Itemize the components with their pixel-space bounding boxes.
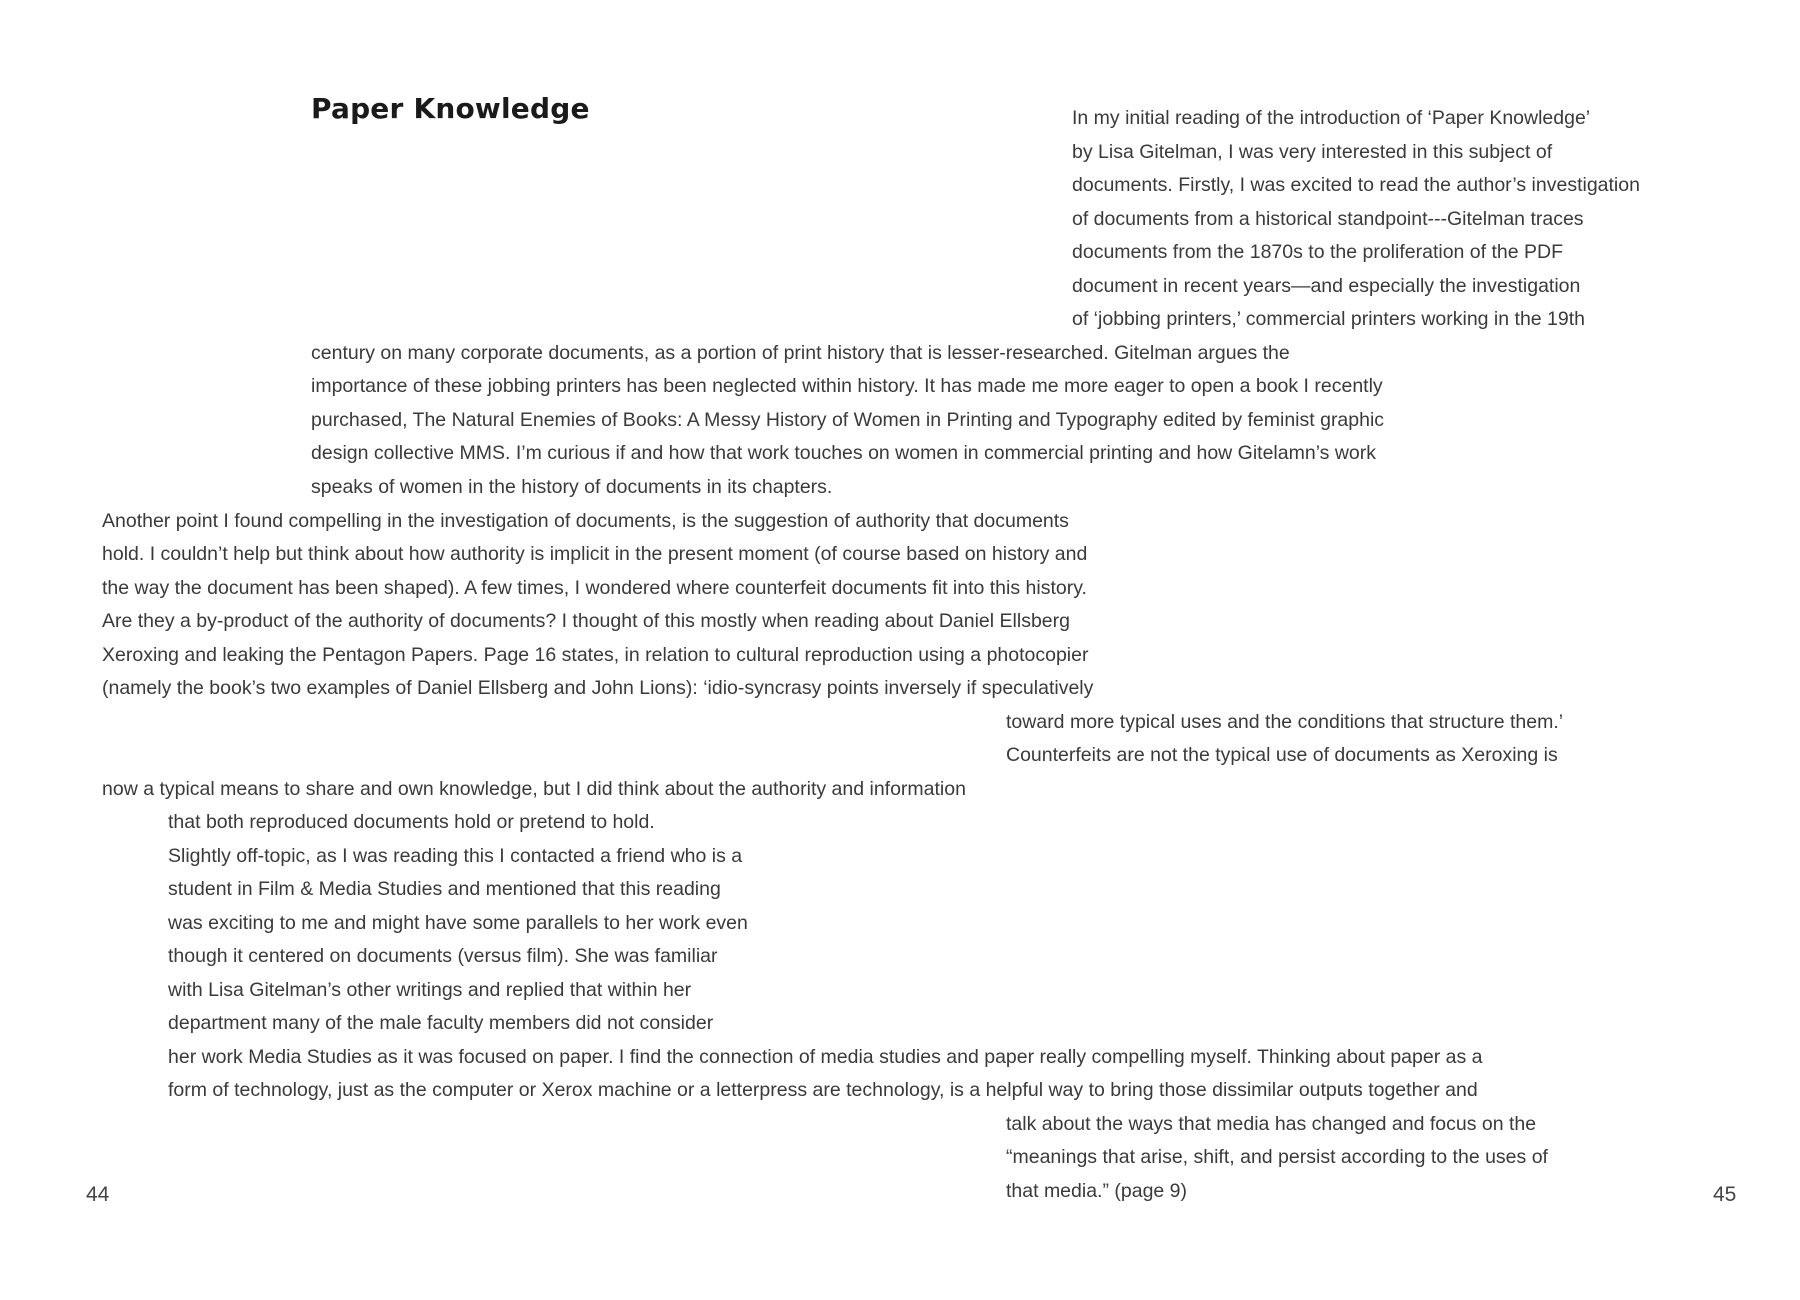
text-line: with Lisa Gitelman’s other writings and replied that within her: [168, 979, 692, 1001]
text-line: the way the document has been shaped). A few times, I wondered where counterfeit documents fit into this history.: [102, 577, 1087, 599]
page-number-right: 45: [1713, 1183, 1737, 1206]
text-line: In my initial reading of the introduction of ‘Paper Knowledge’: [1072, 107, 1591, 129]
text-line: student in Film & Media Studies and mentioned that this reading: [168, 878, 721, 900]
text-line: that media.” (page 9): [1006, 1180, 1188, 1202]
text-line: importance of these jobbing printers has been neglected within history. It has made me more eager to open a book I recently: [311, 375, 1383, 397]
text-line: purchased, The Natural Enemies of Books: A Messy History of Women in Printing and Typography edited by feminist graphic: [311, 409, 1385, 431]
text-line: of documents from a historical standpoint---Gitelman traces: [1072, 208, 1584, 230]
text-line: (namely the book’s two examples of Daniel Ellsberg and John Lions): ‘idio-syncrasy points inversely if speculatively: [102, 677, 1094, 699]
text-line: by Lisa Gitelman, I was very interested in this subject of: [1072, 141, 1553, 163]
text-line: Slightly off-topic, as I was reading this I contacted a friend who is a: [168, 845, 743, 867]
text-line: her work Media Studies as it was focused on paper. I find the connection of media studies and paper really compelling myself. Thinking about paper as a: [168, 1046, 1483, 1068]
text-line: of ‘jobbing printers,’ commercial printers working in the 19th: [1072, 308, 1586, 330]
text-line: Xeroxing and leaking the Pentagon Papers. Page 16 states, in relation to cultural reproduction using a photocopier: [102, 644, 1089, 666]
text-line: document in recent years—and especially the investigation: [1072, 275, 1581, 297]
text-line: though it centered on documents (versus film). She was familiar: [168, 945, 718, 967]
text-line: Another point I found compelling in the investigation of documents, is the suggestion of authority that documents: [102, 510, 1069, 532]
text-line: that both reproduced documents hold or pretend to hold.: [168, 811, 655, 833]
text-line: form of technology, just as the computer or Xerox machine or a letterpress are technology, is a helpful way to bring those dissimilar outputs together and: [168, 1079, 1478, 1101]
text-line: now a typical means to share and own knowledge, but I did think about the authority and information: [102, 778, 966, 800]
page-title: Paper Knowledge: [311, 92, 590, 125]
text-line: speaks of women in the history of documents in its chapters.: [311, 476, 833, 498]
text-line: Are they a by-product of the authority of documents? I thought of this mostly when reading about Daniel Ellsberg: [102, 610, 1070, 632]
text-line: was exciting to me and might have some parallels to her work even: [168, 912, 748, 934]
page-number-left: 44: [86, 1183, 110, 1206]
text-line: documents. Firstly, I was excited to read the author’s investigation: [1072, 174, 1640, 196]
text-line: hold. I couldn’t help but think about how authority is implicit in the present moment (of course based on history and: [102, 543, 1088, 565]
text-line: toward more typical uses and the conditions that structure them.’: [1006, 711, 1564, 733]
text-line: “meanings that arise, shift, and persist according to the uses of: [1006, 1146, 1548, 1168]
text-line: Counterfeits are not the typical use of documents as Xeroxing is: [1006, 744, 1558, 766]
text-line: century on many corporate documents, as a portion of print history that is lesser-researched. Gitelman argues the: [311, 342, 1290, 364]
text-line: department many of the male faculty members did not consider: [168, 1012, 714, 1034]
text-line: design collective MMS. I’m curious if and how that work touches on women in commercial printing and how Gitelamn’s work: [311, 442, 1377, 464]
text-line: documents from the 1870s to the proliferation of the PDF: [1072, 241, 1564, 263]
text-line: talk about the ways that media has changed and focus on the: [1006, 1113, 1537, 1135]
